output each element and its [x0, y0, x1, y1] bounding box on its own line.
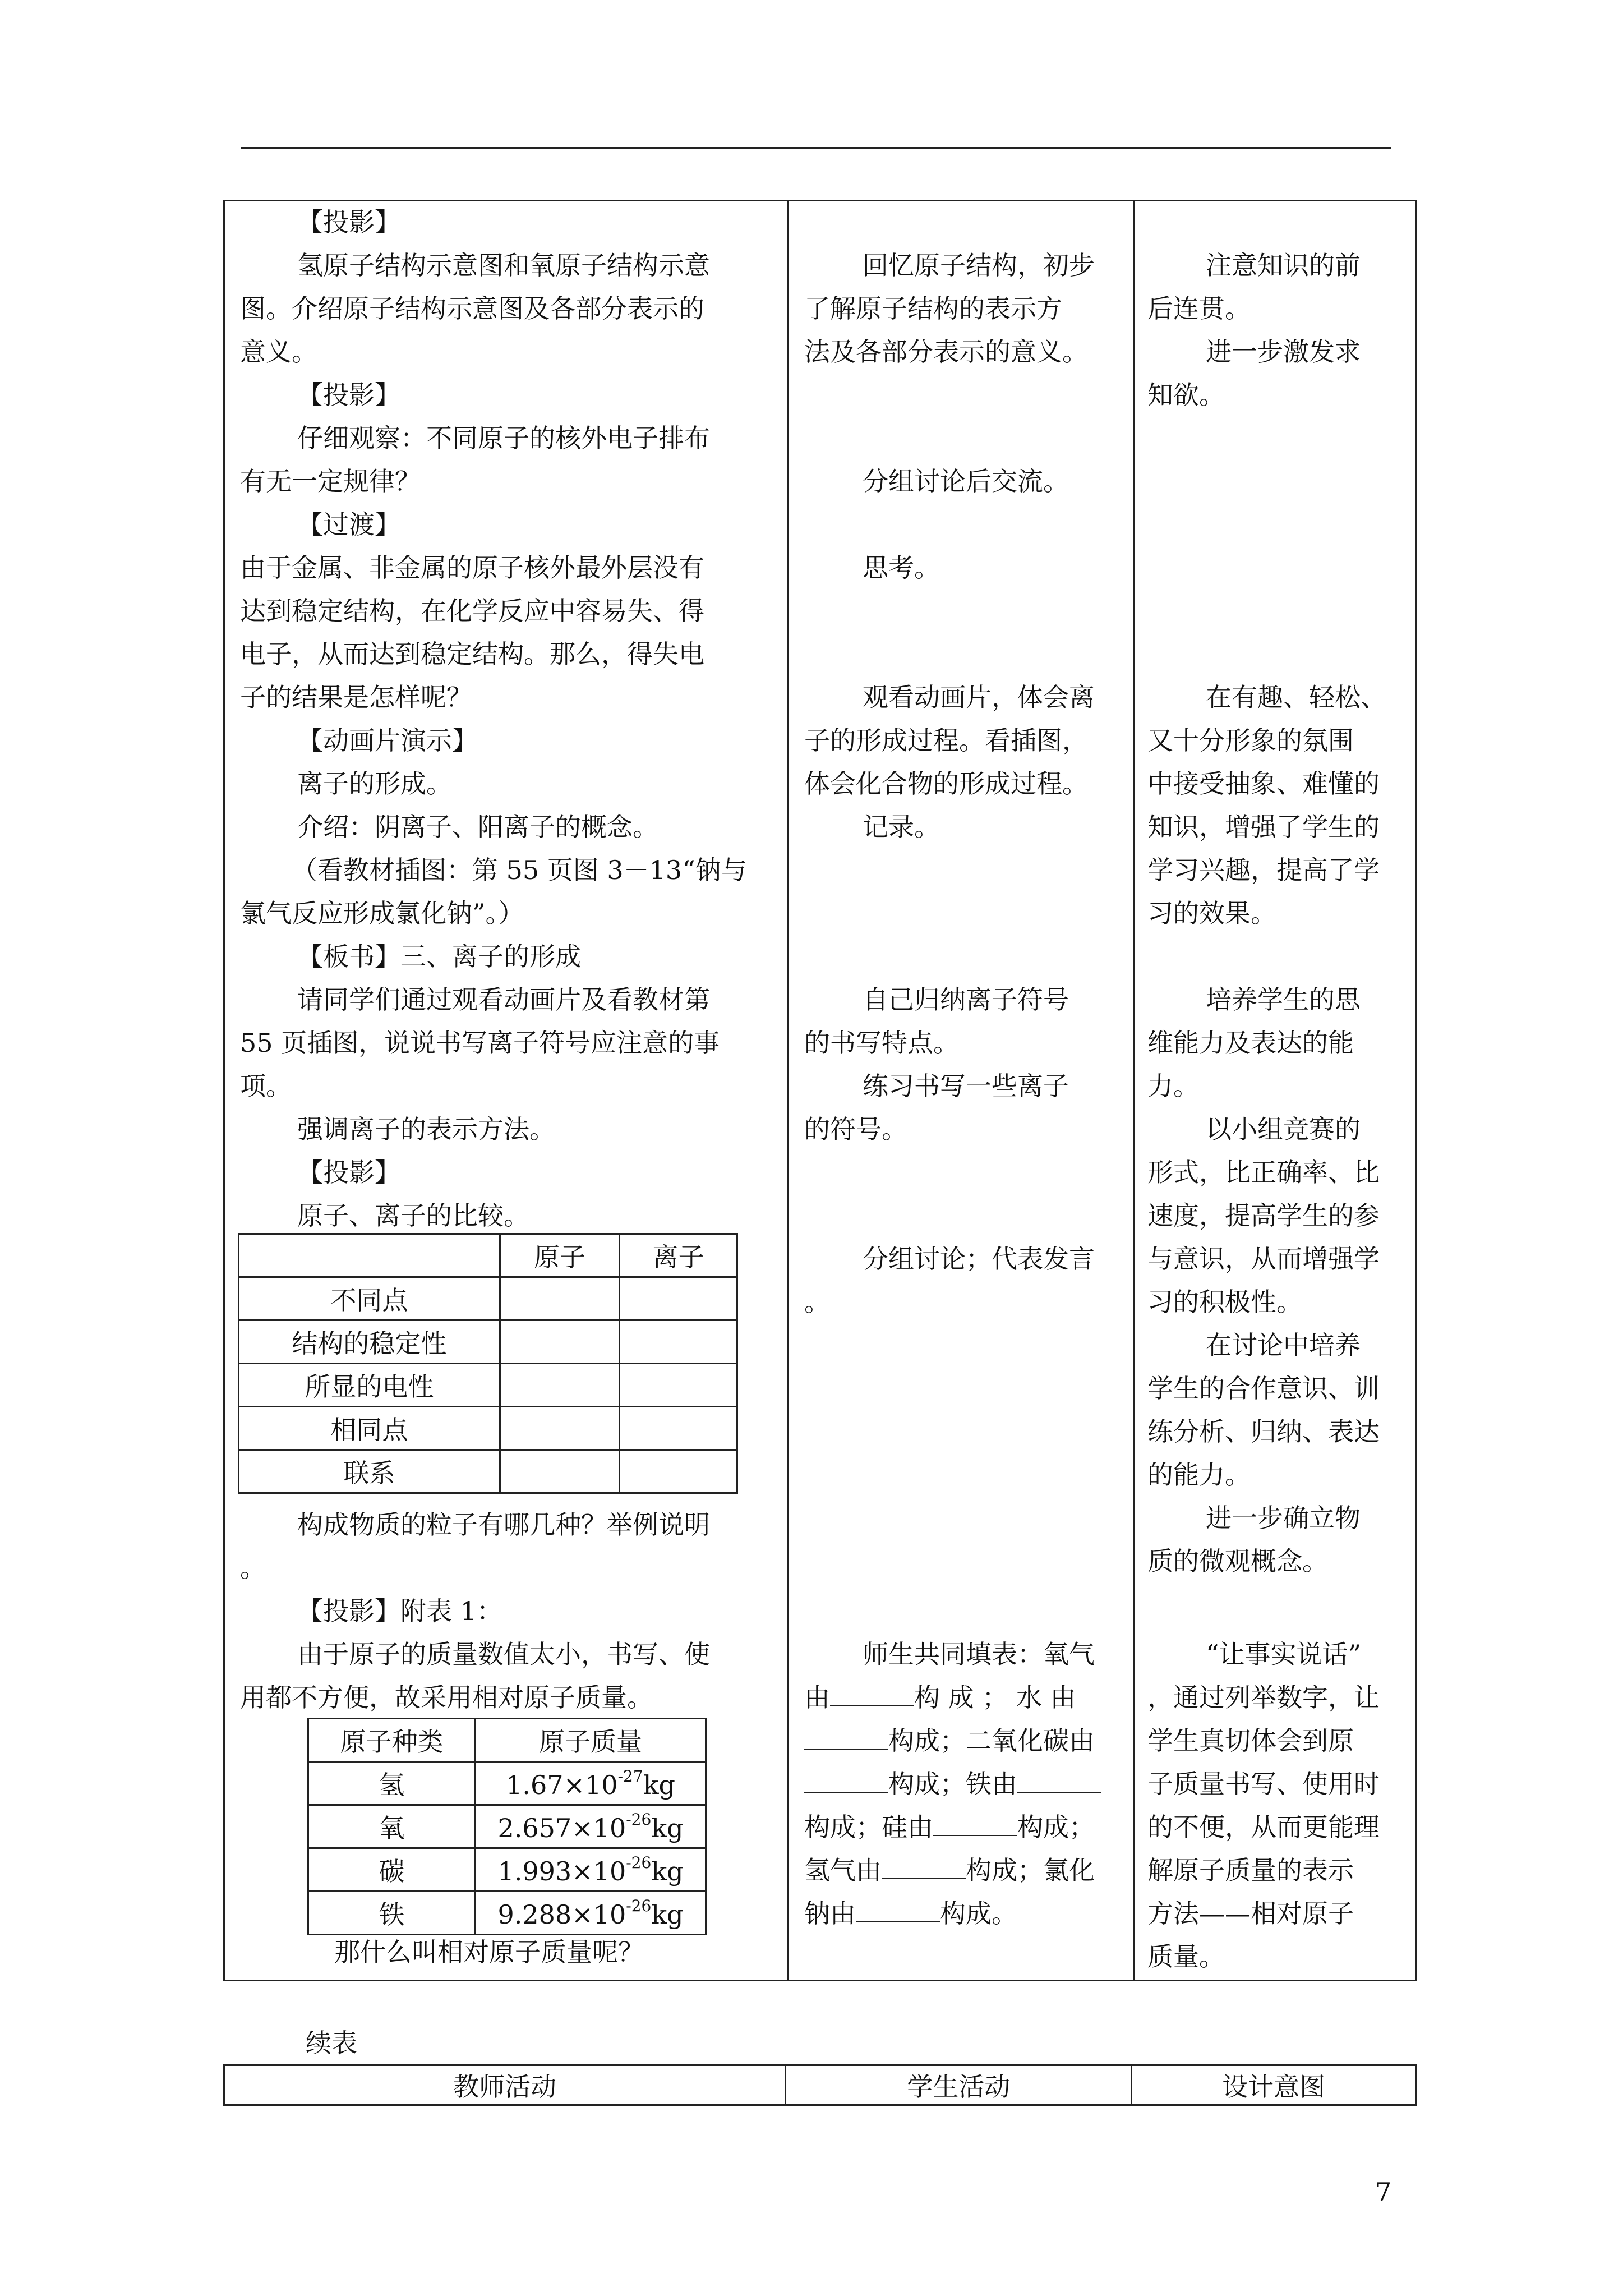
teacher-line: 由于原子的质量数值太小，书写、使 [297, 1639, 710, 1669]
teacher-line: 【投影】 [297, 207, 400, 237]
design-line: 习的效果。 [1147, 898, 1276, 928]
header-teacher-activity: 教师活动 [224, 2065, 786, 2105]
teacher-line: 【板书】三、离子的形成 [297, 941, 581, 972]
student-line [804, 1892, 1017, 1935]
mass-unit: kg [651, 1899, 684, 1930]
student-line [804, 1763, 1101, 1806]
fill-blank [856, 1921, 940, 1922]
fill-text: 由 [804, 1682, 830, 1713]
design-line: 进一步确立物 [1206, 1503, 1361, 1533]
teacher-line: 55 页插图，说说书写离子符号应注意的事 [240, 1028, 720, 1058]
compare-cell [500, 1450, 620, 1493]
design-line: 又十分形象的氛围 [1147, 725, 1354, 756]
design-line: 质量。 [1147, 1941, 1225, 1972]
student-line: 观看动画片，体会离 [863, 682, 1095, 712]
mass-exponent: -26 [626, 1810, 652, 1829]
mass-base: 2.657×10 [497, 1812, 626, 1843]
design-line: 学生真切体会到原 [1147, 1726, 1354, 1756]
design-line: 知欲。 [1147, 380, 1225, 410]
fill-blank [804, 1792, 888, 1793]
design-line: 中接受抽象、难懂的 [1147, 769, 1380, 799]
teacher-line: 强调离子的表示方法。 [297, 1114, 555, 1144]
teacher-line: 构成物质的粒子有哪几种？举例说明 [297, 1510, 710, 1540]
design-line: 在讨论中培养 [1206, 1330, 1361, 1360]
design-line: 习的积极性。 [1147, 1287, 1302, 1317]
header-student-activity: 学生活动 [786, 2065, 1132, 2105]
fill-text: 构成。 [940, 1898, 1017, 1929]
header-rule [241, 147, 1391, 149]
mass-base: 1.993×10 [497, 1856, 626, 1887]
mass-exponent: -27 [617, 1766, 643, 1786]
compare-header: 原子 [500, 1234, 620, 1277]
design-line: 的能力。 [1147, 1460, 1251, 1490]
teacher-line: 原子、离子的比较。 [297, 1200, 529, 1231]
teacher-line: 【动画片演示】 [297, 725, 478, 756]
design-line: 以小组竞赛的 [1206, 1114, 1361, 1144]
design-line: 在有趣、轻松、 [1206, 682, 1386, 712]
mass-exponent: -26 [626, 1853, 652, 1872]
element-name: 氢 [308, 1762, 476, 1805]
compare-header: 离子 [620, 1234, 737, 1277]
student-line: 分组讨论后交流。 [863, 466, 1069, 496]
student-line [804, 1719, 1095, 1763]
atom-ion-compare-table [238, 1233, 738, 1494]
teacher-line: 【投影】 [297, 1157, 400, 1188]
fill-blank [1017, 1792, 1101, 1793]
element-name: 氧 [308, 1805, 476, 1848]
mass-header: 原子种类 [308, 1719, 476, 1762]
mass-header: 原子质量 [476, 1719, 706, 1762]
design-line: 注意知识的前 [1206, 250, 1361, 280]
design-line: 力。 [1147, 1071, 1199, 1101]
student-line: 的符号。 [804, 1114, 907, 1144]
mass-base: 9.288×10 [497, 1899, 626, 1930]
fill-blank [882, 1878, 966, 1879]
student-line: 自己归纳离子符号 [863, 984, 1069, 1015]
compare-cell [500, 1407, 620, 1450]
teacher-line: 图。介绍原子结构示意图及各部分表示的 [240, 293, 704, 324]
teacher-line: 仔细观察：不同原子的核外电子排布 [297, 423, 710, 453]
design-line: 速度，提高学生的参 [1147, 1200, 1380, 1231]
student-line: 了解原子结构的表示方 [804, 293, 1062, 324]
design-line: 质的微观概念。 [1147, 1546, 1328, 1576]
compare-cell [620, 1450, 737, 1493]
design-line: ，通过列举数字，让 [1147, 1682, 1380, 1713]
continued-label: 续表 [306, 2028, 357, 2058]
teacher-line: （看教材插图：第 55 页图 3－13“钠与 [292, 855, 747, 885]
mass-base: 1.67×10 [506, 1769, 618, 1800]
teacher-line: 。 [240, 1553, 266, 1583]
fill-text: 构成；硅由 [804, 1812, 933, 1842]
design-line: 培养学生的思 [1206, 984, 1361, 1015]
student-line: 。 [804, 1287, 830, 1317]
student-line: 分组讨论；代表发言 [863, 1244, 1095, 1274]
compare-row-label: 结构的稳定性 [239, 1320, 500, 1364]
teacher-line: 【过渡】 [297, 509, 400, 540]
teacher-line: 【投影】附表 1： [297, 1596, 502, 1626]
design-line: 子质量书写、使用时 [1147, 1769, 1380, 1799]
atomic-mass [476, 1762, 706, 1805]
design-line: 方法——相对原子 [1147, 1898, 1354, 1929]
teacher-line: 意义。 [240, 337, 317, 367]
design-line: 形式，比正确率、比 [1147, 1157, 1380, 1188]
compare-header [239, 1234, 500, 1277]
teacher-line: 有无一定规律？ [240, 466, 421, 496]
student-line: 练习书写一些离子 [863, 1071, 1069, 1101]
student-line [804, 1806, 1095, 1849]
compare-cell [500, 1364, 620, 1407]
fill-text: 钠由 [804, 1898, 856, 1929]
student-line: 回忆原子结构，初步 [863, 250, 1095, 280]
student-line: 体会化合物的形成过程。 [804, 769, 1088, 799]
teacher-line: 子的结果是怎样呢？ [240, 682, 472, 712]
student-line: 法及各部分表示的意义。 [804, 337, 1088, 367]
fill-text: 构成；二氧化碳由 [888, 1726, 1095, 1756]
compare-cell [620, 1364, 737, 1407]
compare-row-label: 不同点 [239, 1277, 500, 1320]
fill-text: 构 成 ； 水 由 [914, 1682, 1076, 1713]
teacher-line: 用都不方便，故采用相对原子质量。 [240, 1682, 653, 1713]
design-line: 练分析、归纳、表达 [1147, 1416, 1380, 1447]
design-line: 后连贯。 [1147, 293, 1251, 324]
teacher-line: 请同学们通过观看动画片及看教材第 [297, 984, 710, 1015]
fill-blank [933, 1835, 1017, 1836]
design-line: 学习兴趣，提高了学 [1147, 855, 1380, 885]
compare-cell [620, 1320, 737, 1364]
atomic-mass [476, 1805, 706, 1848]
compare-row-label: 相同点 [239, 1407, 500, 1450]
fill-text: 构成；氯化 [966, 1855, 1095, 1885]
mass-unit: kg [651, 1812, 684, 1843]
compare-cell [500, 1320, 620, 1364]
teacher-line: 那什么叫相对原子质量呢？ [334, 1937, 644, 1967]
mass-unit: kg [643, 1769, 676, 1800]
fill-blank [804, 1749, 888, 1750]
compare-cell [500, 1277, 620, 1320]
mass-exponent: -26 [626, 1896, 652, 1915]
design-line: “让事实说话” [1206, 1639, 1362, 1669]
design-line: 与意识，从而增强学 [1147, 1244, 1380, 1274]
teacher-line: 【投影】 [297, 380, 400, 410]
student-line: 师生共同填表：氧气 [863, 1639, 1095, 1669]
element-name: 铁 [308, 1892, 476, 1935]
mass-unit: kg [651, 1856, 684, 1887]
student-line: 思考。 [863, 553, 940, 583]
teacher-line: 达到稳定结构，在化学反应中容易失、得 [240, 596, 704, 626]
atomic-mass-table [307, 1718, 707, 1935]
design-line: 进一步激发求 [1206, 337, 1361, 367]
element-name: 碳 [308, 1848, 476, 1892]
student-line [804, 1676, 1076, 1719]
header-design-intent: 设计意图 [1132, 2065, 1416, 2105]
teacher-line: 氢原子结构示意图和氧原子结构示意 [297, 250, 710, 280]
atomic-mass [476, 1848, 706, 1892]
teacher-line: 介绍：阴离子、阳离子的概念。 [297, 812, 658, 842]
fill-text: 构成；铁由 [888, 1769, 1017, 1799]
student-line [804, 1849, 1095, 1892]
teacher-line: 氯气反应形成氯化钠”。） [240, 898, 524, 928]
student-line: 记录。 [863, 812, 940, 842]
compare-cell [620, 1277, 737, 1320]
page-number: 7 [1375, 2177, 1392, 2207]
compare-row-label: 联系 [239, 1450, 500, 1493]
atomic-mass [476, 1892, 706, 1935]
teacher-line: 电子，从而达到稳定结构。那么，得失电 [240, 639, 704, 669]
teacher-line: 项。 [240, 1071, 292, 1101]
design-line: 学生的合作意识、训 [1147, 1373, 1380, 1404]
compare-row-label: 所显的电性 [239, 1364, 500, 1407]
student-line: 子的形成过程。看插图， [804, 725, 1088, 756]
teacher-line: 由于金属、非金属的原子核外最外层没有 [240, 553, 704, 583]
design-line: 维能力及表达的能 [1147, 1028, 1354, 1058]
design-line: 知识，增强了学生的 [1147, 812, 1380, 842]
student-line: 的书写特点。 [804, 1028, 959, 1058]
fill-text: 氢气由 [804, 1855, 882, 1885]
fill-text: 构成； [1017, 1812, 1095, 1842]
compare-cell [620, 1407, 737, 1450]
teacher-line: 离子的形成。 [297, 769, 452, 799]
design-line: 的不便，从而更能理 [1147, 1812, 1380, 1842]
continued-table-header [223, 2064, 1417, 2106]
design-line: 解原子质量的表示 [1147, 1855, 1354, 1885]
fill-blank [830, 1705, 914, 1706]
